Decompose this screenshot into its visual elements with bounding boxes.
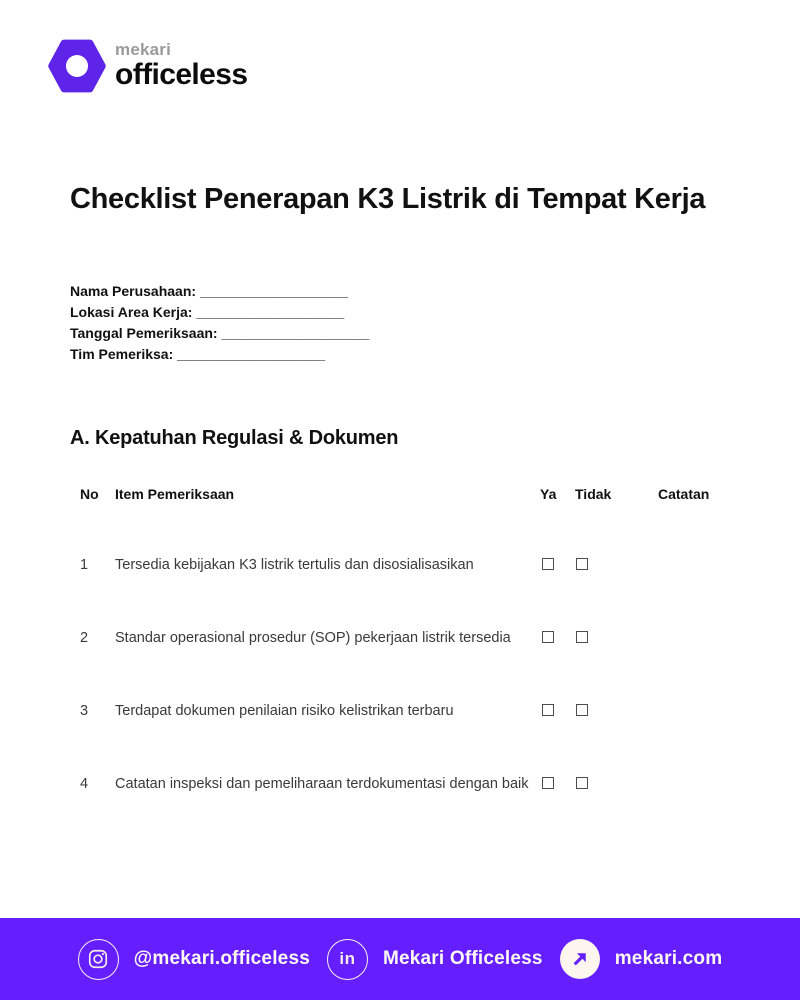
table-row <box>70 554 730 627</box>
row-number: 4 <box>80 776 89 792</box>
row-catatan <box>613 773 730 846</box>
header-ya: Ya <box>540 486 557 502</box>
table-header-row <box>70 486 730 554</box>
row-catatan <box>613 554 730 627</box>
footer-bar <box>0 918 800 1000</box>
footer-website-link[interactable] <box>560 939 723 979</box>
arrow-up-right-icon <box>560 939 600 979</box>
table-row <box>70 700 730 773</box>
header-no: No <box>80 486 99 502</box>
checkbox-ya[interactable] <box>542 558 554 570</box>
form-field-tim-pemeriksa: Tim Pemeriksa: ___________________ <box>70 346 326 362</box>
checkbox-ya[interactable] <box>542 777 554 789</box>
table-row <box>70 773 730 846</box>
header-item-pemeriksaan: Item Pemeriksaan <box>115 486 235 502</box>
website-url: mekari.com <box>614 948 723 969</box>
page-title: Checklist Penerapan K3 Listrik di Tempat Kerja <box>70 183 706 215</box>
checkbox-tidak[interactable] <box>576 704 588 716</box>
form-field-tanggal-pemeriksaan: Tanggal Pemeriksaan: ___________________ <box>70 325 370 341</box>
row-item-text: Standar operasional prosedur (SOP) pekerjaan listrik tersedia <box>115 630 511 646</box>
checkbox-ya[interactable] <box>542 704 554 716</box>
logo-brand-text: mekari <box>115 40 172 59</box>
footer-instagram-link[interactable] <box>78 939 310 980</box>
hexagon-nut-icon <box>48 37 106 95</box>
row-catatan <box>613 627 730 700</box>
fill-in-blank: ___________________ <box>199 283 348 299</box>
header-tidak: Tidak <box>575 486 612 502</box>
instagram-handle: @mekari.officeless <box>133 948 310 969</box>
row-item-text: Tersedia kebijakan K3 listrik tertulis dan disosialisasikan <box>115 557 474 573</box>
row-item-text: Terdapat dokumen penilaian risiko kelistrikan terbaru <box>115 703 454 719</box>
checkbox-tidak[interactable] <box>576 631 588 643</box>
fill-in-blank: ___________________ <box>177 346 326 362</box>
row-item-text: Catatan inspeksi dan pemeliharaan terdokumentasi dengan baik <box>115 776 529 792</box>
checkbox-tidak[interactable] <box>576 558 588 570</box>
linkedin-icon: in <box>327 939 368 980</box>
instagram-icon <box>78 939 119 980</box>
checkbox-ya[interactable] <box>542 631 554 643</box>
form-field-lokasi-area-kerja: Lokasi Area Kerja: ___________________ <box>70 304 345 320</box>
form-field-nama-perusahaan: Nama Perusahaan: ___________________ <box>70 283 348 299</box>
logo-product-text: officeless <box>115 58 248 91</box>
linkedin-name: Mekari Officeless <box>382 948 543 969</box>
checklist-table <box>70 486 730 846</box>
fill-in-blank: ___________________ <box>221 325 370 341</box>
fill-in-blank: ___________________ <box>196 304 345 320</box>
header-catatan: Catatan <box>658 486 710 502</box>
section-heading: A. Kepatuhan Regulasi & Dokumen <box>70 427 399 449</box>
row-number: 3 <box>80 703 89 719</box>
footer-linkedin-link[interactable] <box>327 939 543 980</box>
mekari-officeless-logo <box>48 37 247 95</box>
row-catatan <box>613 700 730 773</box>
row-number: 1 <box>80 557 89 573</box>
checkbox-tidak[interactable] <box>576 777 588 789</box>
form-fields <box>70 281 369 365</box>
row-number: 2 <box>80 630 89 646</box>
table-row <box>70 627 730 700</box>
